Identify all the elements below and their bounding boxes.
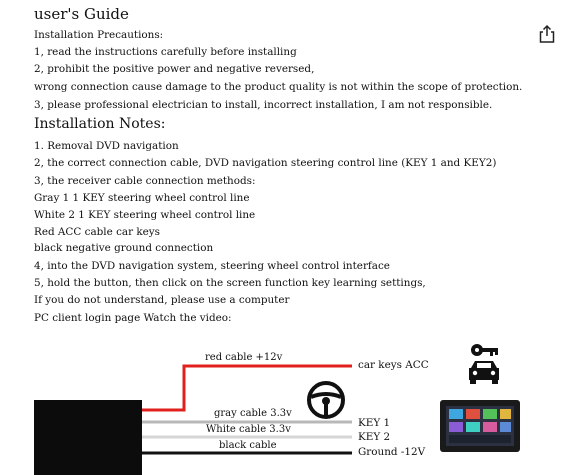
steering-wheel-icon (309, 383, 343, 417)
note-line: White 2 1 KEY steering wheel control line (34, 209, 256, 221)
red-cable-target: car keys ACC (358, 359, 429, 371)
car-key-icon (469, 344, 499, 384)
precaution-line: wrong connection cause damage to the product quality is not within the scope of protection. (34, 81, 523, 93)
car-radio-icon (440, 400, 520, 452)
connector-block (34, 400, 142, 475)
white-cable-target: KEY 2 (358, 431, 391, 443)
red-cable (142, 366, 352, 410)
black-cable-label: black cable (219, 440, 277, 451)
wiring-diagram-graphic (0, 336, 566, 475)
precaution-line: 3, please professional electrician to install, incorrect installation, I am not responsible. (34, 99, 493, 111)
note-line: 5, hold the button, then click on the screen function key learning settings, (34, 277, 426, 289)
gray-cable-label: gray cable 3.3v (214, 408, 292, 419)
note-line: PC client login page Watch the video: (34, 312, 232, 324)
note-line: 2, the correct connection cable, DVD navigation steering control line (KEY 1 and KEY2) (34, 157, 497, 169)
note-line: 3, the receiver cable connection methods: (34, 175, 256, 187)
note-line: 1. Removal DVD navigation (34, 140, 179, 152)
precaution-line: 2, prohibit the positive power and negative reversed, (34, 63, 315, 75)
precaution-line: 1, read the instructions carefully before installing (34, 46, 297, 58)
note-line: black negative ground connection (34, 242, 214, 254)
black-cable-target: Ground -12V (358, 446, 426, 458)
gray-cable-target: KEY 1 (358, 417, 391, 429)
note-line: 4, into the DVD navigation system, steering wheel control interface (34, 260, 390, 272)
precautions-heading: Installation Precautions: (34, 29, 164, 41)
note-line: Red ACC cable car keys (34, 226, 161, 238)
notes-heading: Installation Notes: (34, 116, 166, 132)
white-cable-label: White cable 3.3v (206, 424, 291, 435)
note-line: Gray 1 1 KEY steering wheel control line (34, 192, 250, 204)
page-title: user's Guide (34, 5, 129, 23)
note-line: If you do not understand, please use a computer (34, 294, 290, 306)
share-button[interactable] (537, 24, 557, 44)
red-cable-label: red cable +12v (205, 352, 283, 363)
share-icon (537, 24, 557, 44)
wiring-diagram (0, 336, 566, 475)
